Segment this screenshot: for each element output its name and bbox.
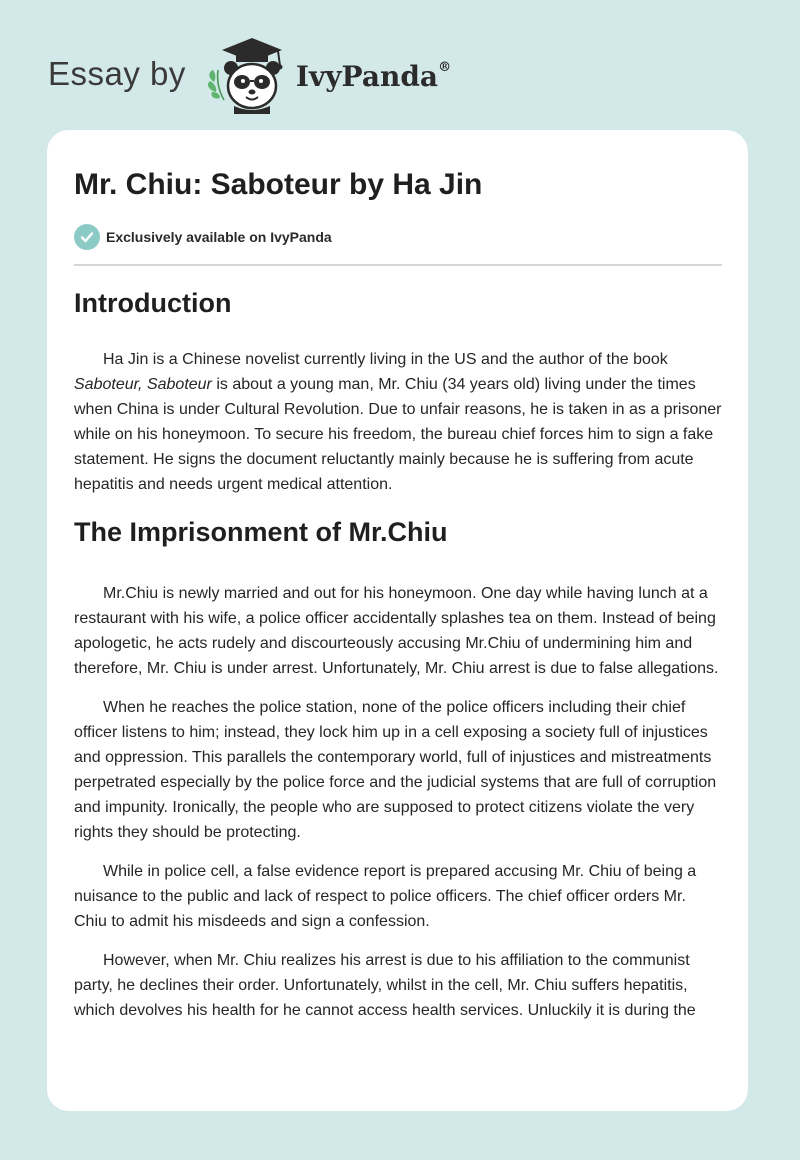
card-bottom-cover bbox=[47, 1031, 748, 1111]
book-title: Saboteur, Saboteur bbox=[74, 376, 212, 393]
exclusive-label: Exclusively available on IvyPanda bbox=[106, 229, 332, 245]
body-paragraph-3: While in police cell, a false evidence report is prepared accusing Mr. Chiu of being a nuisance to the public and lack of respect to police officers. The chief officer orders Mr. Chiu to admit his misdeeds and sign a confession. bbox=[74, 863, 697, 930]
panda-logo-icon[interactable] bbox=[204, 34, 292, 114]
site-header bbox=[48, 34, 451, 114]
body-paragraph-4: However, when Mr. Chiu realizes his arrest is due to his affiliation to the communist party, he declines their order. Unfortunately, whilst in the cell, Mr. Chiu suffers hepatitis, which devolves his health for he cannot access health services. Unluckily it is during the bbox=[74, 952, 696, 1019]
essay-card bbox=[47, 130, 748, 1111]
exclusive-badge bbox=[74, 224, 722, 266]
body-paragraph-2: When he reaches the police station, none of the police officers including their chief officer listens to him; instead, they lock him up in a cell exposing a society full of injustices and oppression. This parallels the contemporary world, full of injustices and mistreatments perpetrated especially by the police force and the judicial systems that are full of corruption and impunity. Ironically, the people who are supposed to protect citizens violate the very rights they should be protecting. bbox=[74, 699, 717, 841]
body-paragraph-1: Mr.Chiu is newly married and out for his honeymoon. One day while having lunch at a restaurant with his wife, a police officer accidentally splashes tea on them. Instead of being apologetic, he acts rudely and discourteously accusing Mr.Chiu of undermining him and therefore, Mr. Chiu is under arrest. Unfortunately, Mr. Chiu arrest is due to false allegations. bbox=[74, 585, 719, 677]
imprisonment-heading: The Imprisonment of Mr.Chiu bbox=[74, 517, 448, 547]
intro-paragraph: Ha Jin is a Chinese novelist currently living in the US and the author of the book Saboteur, Saboteur is about a young man, Mr. Chiu (34 years old) living under the times when China is under Cultural Revolution. Due to unfair reasons, he is taken in as a prisoner while on his honeymoon. To secure his freedom, the bureau chief forces him to sign a fake statement. He signs the document reluctantly mainly because he is suffering from acute hepatitis and needs urgent medical attention. bbox=[74, 351, 722, 493]
brand-name[interactable]: IvyPanda® bbox=[295, 59, 452, 93]
intro-heading: Introduction bbox=[74, 288, 232, 318]
check-circle-icon bbox=[74, 224, 100, 250]
essay-by-label: Essay by bbox=[48, 55, 186, 92]
page-title: Mr. Chiu: Saboteur by Ha Jin bbox=[74, 168, 483, 201]
leaf-icon bbox=[208, 70, 224, 100]
